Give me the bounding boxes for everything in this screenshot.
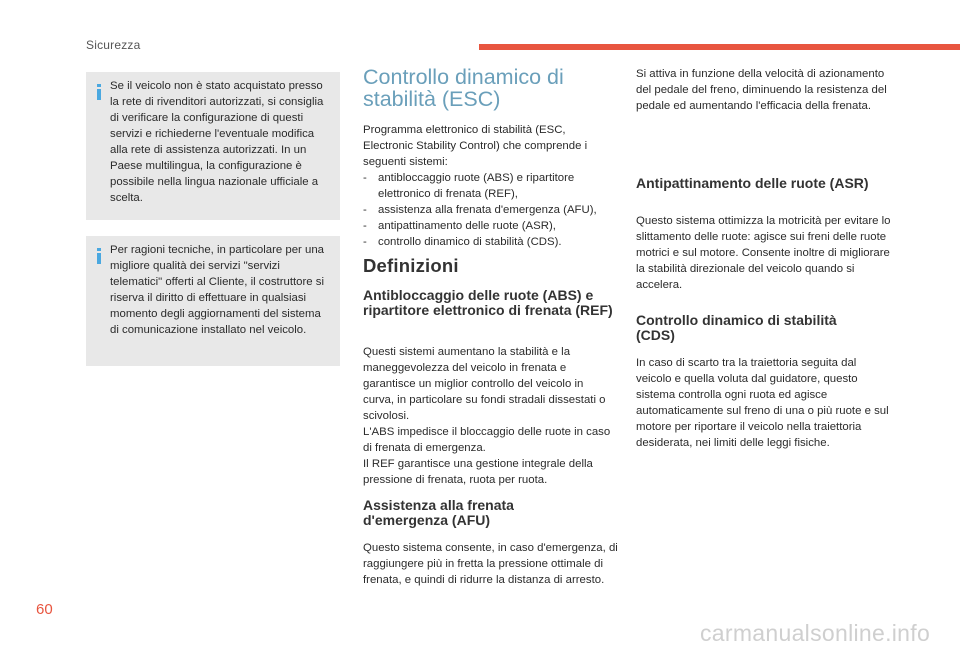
abs-line: L'ABS impedisce il bloccaggio delle ruote in caso di frenata di emergenza. <box>363 426 611 454</box>
afu-heading: Assistenza alla frenata d'emergenza (AFU) <box>363 497 514 528</box>
afu-body: Questo sistema consente, in caso d'emergenza, di raggiungere più in fretta la pressione ottimale di frenata, e quindi di ridurre la distanza di arresto. <box>363 542 618 586</box>
esc-system-list <box>363 170 613 250</box>
abs-body <box>363 344 613 488</box>
list-item: - antibloccaggio ruote (ABS) e ripartitore elettronico di frenata (REF), <box>363 170 613 202</box>
info-icon <box>95 248 103 264</box>
esc-title: Controllo dinamico di stabilità (ESC) <box>363 65 564 111</box>
asr-body: Questo sistema ottimizza la motricità per evitare lo slittamento delle ruote: agisce sui freni delle ruote motrici e sul motore. Consente inoltre di migliorare la stabilità direzionale del veicolo quando si accelera. <box>636 215 891 291</box>
section-title: Sicurezza <box>86 38 141 52</box>
definizioni-heading: Definizioni <box>363 255 459 276</box>
esc-intro-text: Programma elettronico di stabilità (ESC, Electronic Stability Control) che comprende i seguenti sistemi: <box>363 124 588 168</box>
esc-intro <box>363 122 613 250</box>
info-icon <box>95 84 103 100</box>
list-item: - controllo dinamico di stabilità (CDS). <box>363 234 613 250</box>
abs-heading: Antibloccaggio delle ruote (ABS) e ripartitore elettronico di frenata (REF) <box>363 287 613 318</box>
abs-line: Il REF garantisce una gestione integrale della pressione di frenata, ruota per ruota. <box>363 458 593 486</box>
info-note <box>86 72 340 220</box>
list-item: - assistenza alla frenata d'emergenza (AFU), <box>363 202 613 218</box>
info-note <box>86 236 340 366</box>
abs-line: Questi sistemi aumentano la stabilità e la maneggevolezza del veicolo in frenata e garantisce un miglior controllo del veicolo in curva, in particolare su fondi stradali dissestati o scivolosi. <box>363 346 606 422</box>
list-item: - antipattinamento delle ruote (ASR), <box>363 218 613 234</box>
cds-heading: Controllo dinamico di stabilità (CDS) <box>636 312 837 343</box>
note-text: Per ragioni tecniche, in particolare per una migliore qualità dei servizi "servizi telematici" offerti al Cliente, il costruttore si riserva il diritto di effettuare in qualsiasi momento degli aggiornamenti del sistema di comunicazione installato nel veicolo. <box>110 244 325 336</box>
header-accent-bar <box>479 44 960 50</box>
afu-continuation: Si attiva in funzione della velocità di azionamento del pedale del freno, diminuendo la resistenza del pedale ed aumentando l'efficacia della frenata. <box>636 68 887 112</box>
note-text: Se il veicolo non è stato acquistato presso la rete di rivenditori autorizzati, si consiglia di verificare la configurazione di questi servizi e richiederne l'eventuale modifica alla rete di assistenza autorizzati. In un Paese multilingua, la configurazione è possibile nella lingua nazionale ufficiale a scelta. <box>110 80 324 204</box>
asr-heading: Antipattinamento delle ruote (ASR) <box>636 175 869 191</box>
watermark: carmanualsonline.info <box>700 620 931 646</box>
cds-body: In caso di scarto tra la traiettoria seguita dal veicolo e quella voluta dal guidatore, questo sistema controlla ogni ruota ed agisce automaticamente sul freno di una o più ruote e sul motore per riportare il veicolo nella traiettoria desiderata, nei limiti delle leggi fisiche. <box>636 357 889 449</box>
page-number: 60 <box>36 601 53 618</box>
